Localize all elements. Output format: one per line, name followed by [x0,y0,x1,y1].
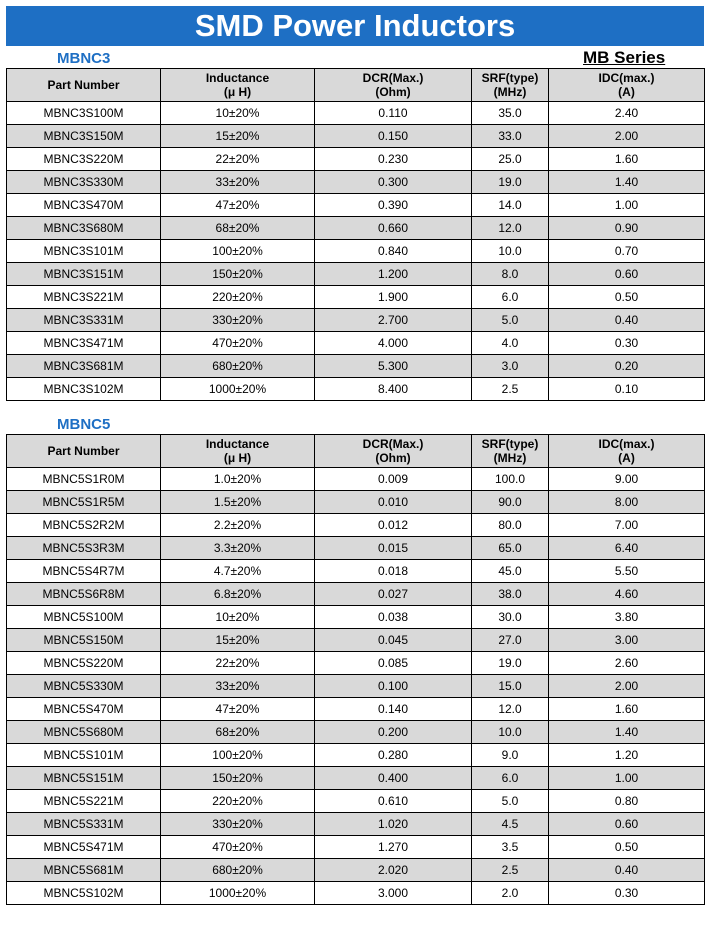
header-dcr-unit: (Ohm) [375,85,411,99]
part-number-cell: MBNC5S101M [7,744,161,767]
header-inductance-unit: (μ H) [223,85,252,99]
dcr-cell: 0.280 [315,744,472,767]
table-row [7,332,705,355]
dcr-cell: 0.018 [315,560,472,583]
idc-cell: 1.40 [549,171,705,194]
dcr-cell: 0.840 [315,240,472,263]
header-inductance-label: Inductance [205,71,270,85]
idc-cell: 1.00 [549,767,705,790]
part-number-cell: MBNC5S2R2M [7,514,161,537]
header-srf-label: SRF(type) [481,71,539,85]
table-row [7,468,705,491]
header-idc-unit: (A) [618,451,635,465]
inductance-cell: 33±20% [161,171,315,194]
table-row [7,744,705,767]
idc-cell: 2.00 [549,125,705,148]
idc-cell: 0.50 [549,286,705,309]
srf-cell: 8.0 [472,263,549,286]
header-inductance-unit: (μ H) [223,451,252,465]
dcr-cell: 0.150 [315,125,472,148]
part-number-cell: MBNC5S1R0M [7,468,161,491]
idc-cell: 1.20 [549,744,705,767]
part-number-cell: MBNC3S151M [7,263,161,286]
dcr-cell: 0.100 [315,675,472,698]
dcr-cell: 4.000 [315,332,472,355]
inductance-cell: 330±20% [161,309,315,332]
idc-cell: 0.40 [549,309,705,332]
part-number-cell: MBNC5S100M [7,606,161,629]
table-row [7,286,705,309]
dcr-cell: 1.200 [315,263,472,286]
inductance-cell: 22±20% [161,148,315,171]
table-row [7,378,705,401]
dcr-cell: 1.270 [315,836,472,859]
dcr-cell: 0.085 [315,652,472,675]
idc-cell: 1.00 [549,194,705,217]
header-inductance [161,435,315,468]
srf-cell: 90.0 [472,491,549,514]
inductance-cell: 150±20% [161,767,315,790]
srf-cell: 15.0 [472,675,549,698]
header-idc-unit: (A) [618,85,635,99]
table-row [7,698,705,721]
header-idc [549,69,705,102]
header-idc-label: IDC(max.) [598,437,655,451]
table-row [7,125,705,148]
inductance-cell: 3.3±20% [161,537,315,560]
idc-cell: 0.40 [549,859,705,882]
inductance-cell: 220±20% [161,286,315,309]
idc-cell: 0.30 [549,882,705,905]
table-header-row [7,435,705,468]
header-dcr-label: DCR(Max.) [362,71,424,85]
part-number-cell: MBNC5S151M [7,767,161,790]
idc-cell: 0.60 [549,813,705,836]
part-number-cell: MBNC3S221M [7,286,161,309]
header-idc-label: IDC(max.) [598,71,655,85]
srf-cell: 2.0 [472,882,549,905]
dcr-cell: 2.020 [315,859,472,882]
header-srf [472,69,549,102]
dcr-cell: 0.390 [315,194,472,217]
inductance-cell: 33±20% [161,675,315,698]
idc-cell: 5.50 [549,560,705,583]
table-row [7,790,705,813]
srf-cell: 4.5 [472,813,549,836]
inductance-cell: 220±20% [161,790,315,813]
header-part-number [7,435,161,468]
idc-cell: 4.60 [549,583,705,606]
srf-cell: 27.0 [472,629,549,652]
dcr-cell: 0.400 [315,767,472,790]
series-label: MB Series [583,48,666,67]
header-srf-unit: (MHz) [493,451,527,465]
table-row [7,514,705,537]
section-label-mbnc3: MBNC3 [57,50,111,67]
table-row [7,309,705,332]
table-row [7,583,705,606]
idc-cell: 8.00 [549,491,705,514]
srf-cell: 6.0 [472,767,549,790]
srf-cell: 30.0 [472,606,549,629]
spec-table-mbnc5 [6,434,705,905]
part-number-cell: MBNC5S330M [7,675,161,698]
part-number-cell: MBNC5S331M [7,813,161,836]
dcr-cell: 3.000 [315,882,472,905]
idc-cell: 0.30 [549,332,705,355]
part-number-cell: MBNC5S680M [7,721,161,744]
table-row [7,171,705,194]
dcr-cell: 0.027 [315,583,472,606]
idc-cell: 0.50 [549,836,705,859]
header-dcr [315,69,472,102]
header-dcr [315,435,472,468]
inductance-cell: 47±20% [161,194,315,217]
table-row [7,721,705,744]
part-number-cell: MBNC5S471M [7,836,161,859]
srf-cell: 3.5 [472,836,549,859]
srf-cell: 9.0 [472,744,549,767]
table-row [7,240,705,263]
inductance-cell: 10±20% [161,606,315,629]
table-row [7,148,705,171]
table-row [7,355,705,378]
part-number-cell: MBNC3S102M [7,378,161,401]
idc-cell: 1.40 [549,721,705,744]
table-row [7,491,705,514]
srf-cell: 19.0 [472,652,549,675]
part-number-cell: MBNC3S331M [7,309,161,332]
srf-cell: 10.0 [472,240,549,263]
header-inductance [161,69,315,102]
header-part-number-label: Part Number [47,78,120,92]
inductance-cell: 2.2±20% [161,514,315,537]
table-row [7,836,705,859]
part-number-cell: MBNC5S470M [7,698,161,721]
header-part-number [7,69,161,102]
header-part-number-label: Part Number [47,444,120,458]
table-row [7,217,705,240]
idc-cell: 0.60 [549,263,705,286]
idc-cell: 1.60 [549,148,705,171]
dcr-cell: 2.700 [315,309,472,332]
dcr-cell: 0.038 [315,606,472,629]
inductance-cell: 10±20% [161,102,315,125]
table-row [7,629,705,652]
inductance-cell: 15±20% [161,629,315,652]
header-srf-unit: (MHz) [493,85,527,99]
srf-cell: 2.5 [472,378,549,401]
inductance-cell: 6.8±20% [161,583,315,606]
idc-cell: 7.00 [549,514,705,537]
dcr-cell: 0.140 [315,698,472,721]
part-number-cell: MBNC3S101M [7,240,161,263]
inductance-cell: 68±20% [161,721,315,744]
srf-cell: 65.0 [472,537,549,560]
idc-cell: 1.60 [549,698,705,721]
srf-cell: 10.0 [472,721,549,744]
srf-cell: 5.0 [472,790,549,813]
part-number-cell: MBNC3S470M [7,194,161,217]
idc-cell: 3.80 [549,606,705,629]
part-number-cell: MBNC3S150M [7,125,161,148]
dcr-cell: 0.110 [315,102,472,125]
inductance-cell: 4.7±20% [161,560,315,583]
dcr-cell: 1.020 [315,813,472,836]
srf-cell: 100.0 [472,468,549,491]
dcr-cell: 0.660 [315,217,472,240]
inductance-cell: 150±20% [161,263,315,286]
table-row [7,882,705,905]
part-number-cell: MBNC5S6R8M [7,583,161,606]
table-row [7,537,705,560]
inductance-cell: 1.0±20% [161,468,315,491]
inductance-cell: 100±20% [161,240,315,263]
inductance-cell: 47±20% [161,698,315,721]
srf-cell: 45.0 [472,560,549,583]
dcr-cell: 0.200 [315,721,472,744]
table-row [7,813,705,836]
idc-cell: 9.00 [549,468,705,491]
dcr-cell: 0.012 [315,514,472,537]
srf-cell: 35.0 [472,102,549,125]
table-row [7,263,705,286]
dcr-cell: 0.610 [315,790,472,813]
part-number-cell: MBNC3S680M [7,217,161,240]
part-number-cell: MBNC5S1R5M [7,491,161,514]
inductance-cell: 100±20% [161,744,315,767]
inductance-cell: 680±20% [161,859,315,882]
dcr-cell: 0.009 [315,468,472,491]
srf-cell: 38.0 [472,583,549,606]
part-number-cell: MBNC5S221M [7,790,161,813]
idc-cell: 0.80 [549,790,705,813]
idc-cell: 2.60 [549,652,705,675]
inductance-cell: 470±20% [161,332,315,355]
section-label-mbnc5: MBNC5 [57,416,111,433]
part-number-cell: MBNC5S220M [7,652,161,675]
part-number-cell: MBNC3S100M [7,102,161,125]
idc-cell: 6.40 [549,537,705,560]
part-number-cell: MBNC3S471M [7,332,161,355]
inductance-cell: 680±20% [161,355,315,378]
idc-cell: 2.00 [549,675,705,698]
srf-cell: 4.0 [472,332,549,355]
idc-cell: 0.10 [549,378,705,401]
idc-cell: 0.90 [549,217,705,240]
dcr-cell: 0.010 [315,491,472,514]
part-number-cell: MBNC5S102M [7,882,161,905]
inductance-cell: 330±20% [161,813,315,836]
table-row [7,606,705,629]
srf-cell: 6.0 [472,286,549,309]
header-dcr-label: DCR(Max.) [362,437,424,451]
part-number-cell: MBNC3S330M [7,171,161,194]
inductance-cell: 68±20% [161,217,315,240]
srf-cell: 14.0 [472,194,549,217]
table-row [7,560,705,583]
inductance-cell: 15±20% [161,125,315,148]
idc-cell: 3.00 [549,629,705,652]
table-row [7,194,705,217]
table-row [7,859,705,882]
header-srf-label: SRF(type) [481,437,539,451]
dcr-cell: 0.045 [315,629,472,652]
page-title: SMD Power Inductors [6,6,704,46]
header-inductance-label: Inductance [205,437,270,451]
part-number-cell: MBNC5S681M [7,859,161,882]
inductance-cell: 1000±20% [161,882,315,905]
table-row [7,675,705,698]
dcr-cell: 5.300 [315,355,472,378]
srf-cell: 33.0 [472,125,549,148]
inductance-cell: 22±20% [161,652,315,675]
part-number-cell: MBNC3S220M [7,148,161,171]
dcr-cell: 0.015 [315,537,472,560]
table-row [7,652,705,675]
part-number-cell: MBNC3S681M [7,355,161,378]
idc-cell: 0.20 [549,355,705,378]
srf-cell: 12.0 [472,217,549,240]
table-row [7,102,705,125]
header-dcr-unit: (Ohm) [375,451,411,465]
table-row [7,767,705,790]
table-header-row [7,69,705,102]
header-idc [549,435,705,468]
srf-cell: 25.0 [472,148,549,171]
header-srf [472,435,549,468]
dcr-cell: 8.400 [315,378,472,401]
spec-table-mbnc3 [6,68,705,401]
part-number-cell: MBNC5S4R7M [7,560,161,583]
part-number-cell: MBNC5S150M [7,629,161,652]
inductance-cell: 1000±20% [161,378,315,401]
idc-cell: 2.40 [549,102,705,125]
idc-cell: 0.70 [549,240,705,263]
srf-cell: 12.0 [472,698,549,721]
srf-cell: 2.5 [472,859,549,882]
dcr-cell: 1.900 [315,286,472,309]
dcr-cell: 0.300 [315,171,472,194]
part-number-cell: MBNC5S3R3M [7,537,161,560]
srf-cell: 19.0 [472,171,549,194]
dcr-cell: 0.230 [315,148,472,171]
inductance-cell: 470±20% [161,836,315,859]
inductance-cell: 1.5±20% [161,491,315,514]
srf-cell: 5.0 [472,309,549,332]
srf-cell: 80.0 [472,514,549,537]
srf-cell: 3.0 [472,355,549,378]
